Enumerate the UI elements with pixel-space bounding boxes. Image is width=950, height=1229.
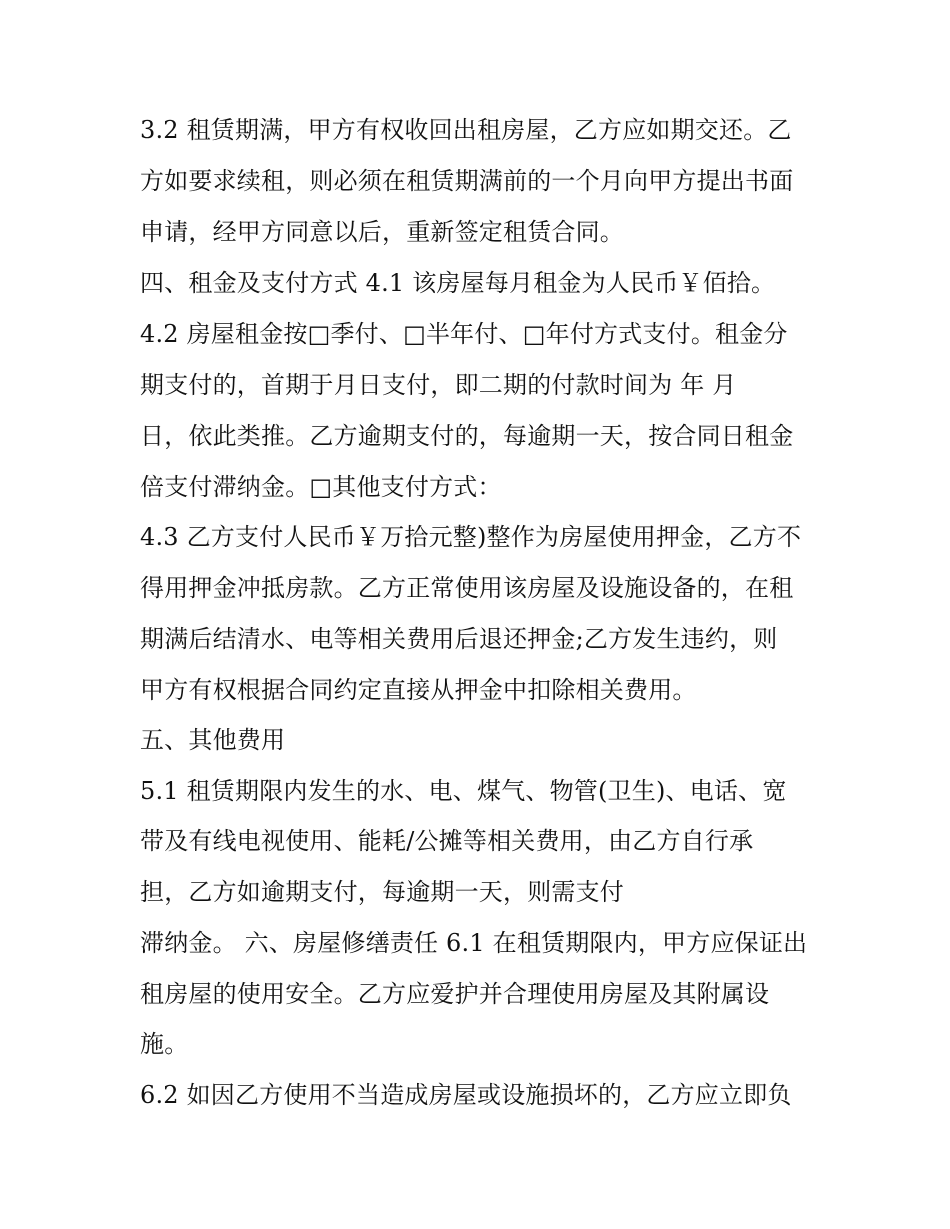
text-line: 得用押金冲抵房款。乙方正常使用该房屋及设施设备的，在租 bbox=[140, 574, 794, 602]
text-line: 租房屋的使用安全。乙方应爱护并合理使用房屋及其附属设 bbox=[140, 980, 770, 1008]
text-line: 带及有线电视使用、能耗/公摊等相关费用，由乙方自行承 bbox=[140, 827, 754, 855]
text-line: 担，乙方如逾期支付，每逾期一天，则需支付 bbox=[140, 878, 624, 906]
text-line: 3.2 租赁期满，甲方有权收回出租房屋，乙方应如期交还。乙 bbox=[140, 116, 792, 144]
text-line: 甲方有权根据合同约定直接从押金中扣除相关费用。 bbox=[140, 676, 697, 704]
text-line: 申请，经甲方同意以后，重新签定租赁合同。 bbox=[140, 218, 624, 246]
text-line: 四、租金及支付方式 4.1 该房屋每月租金为人民币￥佰拾。 bbox=[140, 269, 776, 297]
text-line: 期满后结清水、电等相关费用后退还押金;乙方发生违约，则 bbox=[140, 625, 778, 653]
text-line: 期支付的，首期于月日支付，即二期的付款时间为 年 月 bbox=[140, 371, 737, 399]
text-line: 方如要求续租，则必须在租赁期满前的一个月向甲方提出书面 bbox=[140, 167, 794, 195]
section-heading: 五、其他费用 bbox=[140, 726, 286, 754]
text-line: 5.1 租赁期限内发生的水、电、煤气、物管(卫生)、电话、宽 bbox=[140, 777, 787, 805]
text-line: 4.3 乙方支付人民币￥万拾元整)整作为房屋使用押金，乙方不 bbox=[140, 523, 802, 551]
text-line: 滞纳金。 六、房屋修缮责任 6.1 在租赁期限内，甲方应保证出 bbox=[140, 929, 808, 957]
text-line: 倍支付滞纳金。□其他支付方式： bbox=[140, 473, 502, 501]
text-line: 施。 bbox=[140, 1030, 189, 1058]
text-line: 4.2 房屋租金按□季付、□半年付、□年付方式支付。租金分 bbox=[140, 320, 788, 348]
text-line: 日，依此类推。乙方逾期支付的，每逾期一天，按合同日租金 bbox=[140, 422, 794, 450]
text-line: 6.2 如因乙方使用不当造成房屋或设施损坏的，乙方应立即负 bbox=[140, 1081, 792, 1109]
